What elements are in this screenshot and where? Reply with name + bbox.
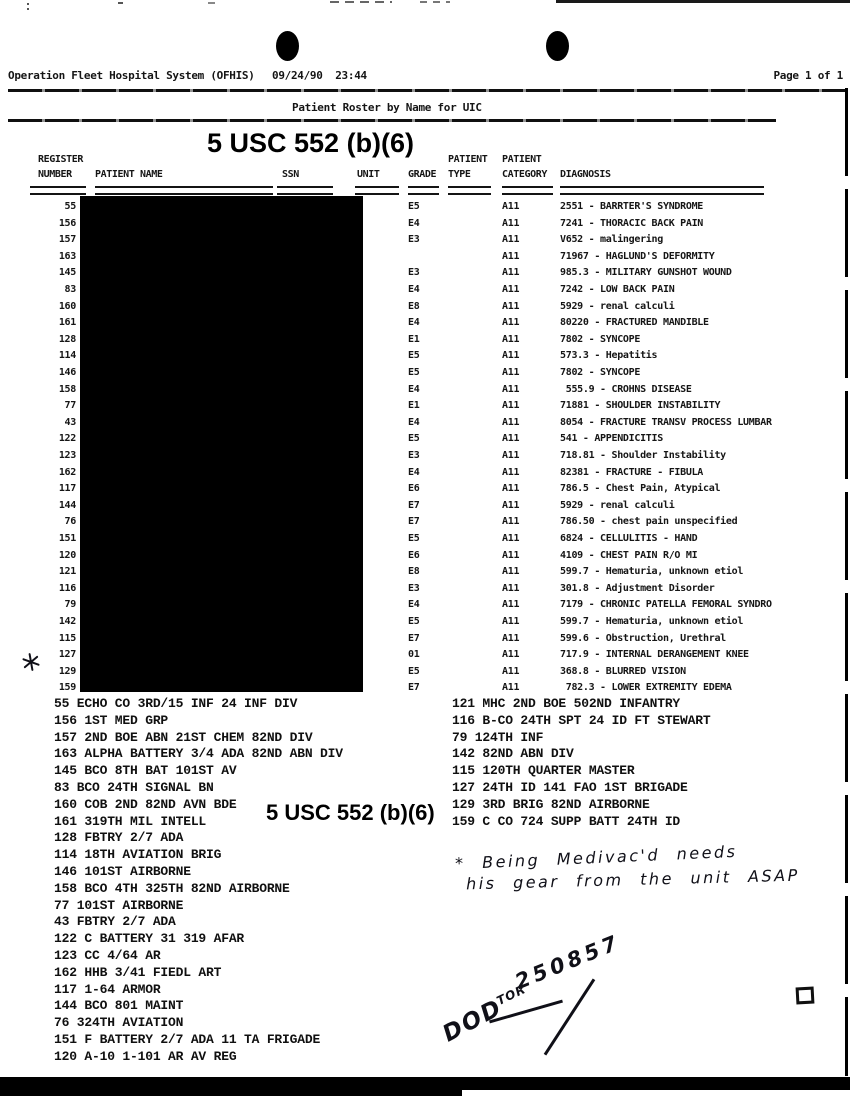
col-header-patient-name: PATIENT NAME [95, 169, 163, 180]
grade-cell: E5 [408, 616, 420, 627]
patient-category-cell: A11 [502, 267, 520, 279]
patient-category-cell: A11 [502, 516, 520, 528]
col-underline [277, 186, 333, 195]
handwritten-slash-stroke [544, 978, 596, 1055]
unit-list-item: 79 124TH INF [452, 729, 544, 745]
scan-bottom-bar-extension [0, 1089, 462, 1096]
table-row [0, 367, 850, 384]
report-datetime: 09/24/90 23:44 [272, 69, 367, 82]
grade-cell: E4 [408, 599, 420, 611]
table-row [0, 516, 850, 533]
table-row [0, 234, 850, 251]
diagnosis-cell: 7802 - SYNCOPE [560, 333, 641, 345]
table-row [0, 218, 850, 235]
table-row [0, 433, 850, 450]
handwritten-note-line1: * Being Medivac'd needs [454, 841, 738, 874]
patient-category-cell: A11 [502, 566, 520, 578]
col-header-ssn: SSN [282, 169, 299, 180]
register-number-cell: 129 [58, 665, 76, 677]
col-underline [502, 186, 553, 195]
scan-edge-line [845, 88, 848, 1076]
register-number-cell: 163 [58, 250, 76, 262]
patient-category-cell: A11 [502, 416, 520, 428]
register-number-cell: 151 [58, 533, 76, 544]
page-indicator: Page 1 of 1 [773, 69, 843, 82]
register-number-cell: 145 [58, 267, 76, 279]
grade-cell: E4 [408, 383, 420, 395]
scan-artifact-line [556, 0, 850, 3]
diagnosis-cell: 7179 - CHRONIC PATELLA FEMORAL SYNDRO [560, 599, 772, 611]
scan-artifact-speck [27, 3, 29, 10]
handwritten-asterisk-icon [22, 654, 40, 670]
grade-cell: E5 [408, 367, 420, 378]
register-number-cell: 162 [58, 466, 76, 478]
diagnosis-cell: 718.81 - Shoulder Instability [560, 450, 726, 461]
col-header-patient-category-line1: PATIENT [502, 154, 542, 165]
register-number-cell: 121 [58, 566, 76, 578]
unit-list-item: 144 BCO 801 MAINT [54, 998, 184, 1014]
col-header-register-line1: REGISTER [38, 154, 83, 165]
unit-list-item: 123 CC 4/64 AR [54, 948, 161, 963]
grade-cell: E4 [408, 466, 420, 478]
table-row [0, 334, 850, 351]
patient-category-cell: A11 [502, 433, 520, 445]
unit-list-item: 156 1ST MED GRP [54, 712, 169, 728]
patient-category-cell: A11 [502, 499, 520, 511]
diagnosis-cell: 71881 - SHOULDER INSTABILITY [560, 400, 721, 412]
grade-cell: E4 [408, 284, 420, 295]
diagnosis-cell: 5929 - renal calculi [560, 499, 675, 511]
table-row [0, 500, 850, 517]
patient-category-cell: A11 [502, 383, 520, 395]
patient-category-cell: A11 [502, 616, 520, 627]
patient-category-cell: A11 [502, 367, 520, 378]
foia-exemption-stamp: 5 USC 552 (b)(6) [266, 800, 435, 825]
col-underline [355, 186, 399, 195]
unit-list-item: 161 319TH MIL INTELL [54, 813, 207, 829]
handwritten-tor: TOR [494, 981, 529, 1009]
grade-cell: E4 [408, 416, 420, 428]
grade-cell: E1 [408, 333, 420, 345]
patient-category-cell: A11 [502, 300, 520, 312]
diagnosis-cell: 5929 - renal calculi [560, 300, 675, 312]
patient-category-cell: A11 [502, 649, 520, 661]
unit-list-item: 162 HHB 3/41 FIEDL ART [54, 964, 222, 980]
grade-cell: E3 [408, 267, 420, 279]
register-number-cell: 114 [58, 350, 76, 362]
register-number-cell: 55 [64, 201, 76, 212]
scan-artifact-dash [330, 1, 392, 3]
patient-category-cell: A11 [502, 350, 520, 362]
patient-category-cell: A11 [502, 483, 520, 495]
unit-list-item: 114 18TH AVIATION BRIG [54, 847, 222, 863]
patient-category-cell: A11 [502, 284, 520, 295]
col-underline [95, 186, 273, 195]
scan-artifact-dash [208, 2, 215, 4]
divider [8, 119, 776, 122]
diagnosis-cell: 599.6 - Obstruction, Urethral [560, 632, 726, 644]
table-row [0, 616, 850, 633]
table-row [0, 550, 850, 567]
patient-category-cell: A11 [502, 250, 520, 262]
register-number-cell: 160 [58, 300, 76, 312]
report-title: Patient Roster by Name for UIC [292, 101, 482, 114]
table-row [0, 284, 850, 301]
diagnosis-cell: 573.3 - Hepatitis [560, 350, 658, 362]
hole-punch-icon [546, 31, 569, 61]
patient-category-cell: A11 [502, 234, 520, 246]
diagnosis-cell: 8054 - FRACTURE TRANSV PROCESS LUMBAR [560, 416, 772, 428]
table-row [0, 384, 850, 401]
grade-cell: E6 [408, 549, 420, 561]
diagnosis-cell: V652 - malingering [560, 234, 663, 246]
table-row [0, 566, 850, 583]
table-row [0, 251, 850, 268]
grade-cell: E8 [408, 300, 420, 312]
unit-list-item: 159 C CO 724 SUPP BATT 24TH ID [452, 813, 681, 829]
divider [8, 89, 846, 92]
patient-category-cell: A11 [502, 201, 520, 212]
register-number-cell: 76 [64, 516, 76, 528]
unit-list-item: 122 C BATTERY 31 319 AFAR [54, 931, 245, 947]
register-number-cell: 157 [58, 234, 76, 246]
unit-list-item: 142 82ND ABN DIV [452, 746, 574, 762]
grade-cell: E3 [408, 582, 420, 594]
table-row [0, 649, 850, 666]
grade-cell: E7 [408, 516, 420, 528]
col-underline [408, 186, 439, 195]
table-row [0, 633, 850, 650]
unit-list-item: 129 3RD BRIG 82ND AIRBORNE [452, 796, 650, 812]
table-row [0, 483, 850, 500]
unit-list-item: 163 ALPHA BATTERY 3/4 ADA 82ND ABN DIV [54, 746, 343, 762]
register-number-cell: 83 [64, 284, 76, 295]
patient-category-cell: A11 [502, 450, 520, 461]
col-header-patient-category-line2: CATEGORY [502, 169, 547, 180]
handwritten-dod: DOD [438, 994, 508, 1048]
grade-cell: E8 [408, 566, 420, 578]
register-number-cell: 43 [64, 416, 76, 428]
diagnosis-cell: 6824 - CELLULITIS - HAND [560, 533, 698, 544]
register-number-cell: 142 [58, 616, 76, 627]
col-header-unit: UNIT [357, 169, 380, 180]
register-number-cell: 77 [64, 400, 76, 412]
grade-cell: E4 [408, 217, 420, 229]
diagnosis-cell: 7802 - SYNCOPE [560, 367, 641, 378]
table-row [0, 267, 850, 284]
unit-list-item: 128 FBTRY 2/7 ADA [54, 830, 184, 846]
table-row [0, 400, 850, 417]
unit-list-item: 83 BCO 24TH SIGNAL BN [54, 780, 214, 795]
diagnosis-cell: 985.3 - MILITARY GUNSHOT WOUND [560, 267, 732, 279]
unit-list-item: 117 1-64 ARMOR [54, 981, 161, 997]
system-title: Operation Fleet Hospital System (OFHIS) [8, 69, 255, 82]
unit-list-item: 158 BCO 4TH 325TH 82ND AIRBORNE [54, 880, 290, 896]
grade-cell: E1 [408, 400, 420, 412]
handwritten-dtg: 250857 [511, 929, 625, 995]
diagnosis-cell: 782.3 - LOWER EXTREMITY EDEMA [560, 682, 732, 694]
register-number-cell: 161 [58, 317, 76, 329]
unit-list-item: 55 ECHO CO 3RD/15 INF 24 INF DIV [54, 696, 298, 711]
col-header-patient-type-line2: TYPE [448, 169, 471, 180]
diagnosis-cell: 599.7 - Hematuria, unknown etiol [560, 566, 744, 578]
handwritten-checkbox-square [796, 987, 815, 1005]
grade-cell: E4 [408, 317, 420, 329]
scan-artifact-dash [420, 1, 450, 3]
unit-list-item: 116 B-CO 24TH SPT 24 ID FT STEWART [452, 712, 711, 728]
scan-artifact-dash [118, 2, 123, 4]
diagnosis-cell: 786.5 - Chest Pain, Atypical [560, 483, 721, 495]
table-row [0, 301, 850, 318]
grade-cell: E5 [408, 350, 420, 362]
foia-exemption-stamp: 5 USC 552 (b)(6) [207, 128, 415, 158]
patient-category-cell: A11 [502, 466, 520, 478]
register-number-cell: 128 [58, 333, 76, 345]
patient-category-cell: A11 [502, 400, 520, 412]
grade-cell: E7 [408, 682, 420, 694]
table-row [0, 599, 850, 616]
table-row [0, 583, 850, 600]
grade-cell: E5 [408, 433, 420, 445]
unit-list-item: 151 F BATTERY 2/7 ADA 11 TA FRIGADE [54, 1032, 321, 1047]
patient-category-cell: A11 [502, 549, 520, 561]
diagnosis-cell: 80220 - FRACTURED MANDIBLE [560, 317, 709, 329]
register-number-cell: 122 [58, 433, 76, 445]
register-number-cell: 156 [58, 217, 76, 229]
grade-cell: 01 [408, 649, 420, 661]
col-header-diagnosis: DIAGNOSIS [560, 169, 611, 180]
diagnosis-cell: 301.8 - Adjustment Disorder [560, 582, 715, 594]
unit-list-item: 145 BCO 8TH BAT 101ST AV [54, 763, 237, 779]
register-number-cell: 79 [64, 599, 76, 611]
table-row [0, 450, 850, 467]
col-underline [560, 186, 764, 195]
register-number-cell: 158 [58, 383, 76, 395]
table-row [0, 350, 850, 367]
diagnosis-cell: 541 - APPENDICITIS [560, 433, 663, 445]
register-number-cell: 115 [58, 632, 76, 644]
register-number-cell: 116 [58, 582, 76, 594]
diagnosis-cell: 599.7 - Hematuria, unknown etiol [560, 616, 744, 627]
handwritten-note-line2: his gear from the unit ASAP [465, 865, 800, 894]
register-number-cell: 120 [58, 549, 76, 561]
diagnosis-cell: 786.50 - chest pain unspecified [560, 516, 738, 528]
patient-category-cell: A11 [502, 665, 520, 677]
grade-cell: E5 [408, 533, 420, 544]
col-header-grade: GRADE [408, 169, 437, 180]
patient-category-cell: A11 [502, 533, 520, 544]
patient-category-cell: A11 [502, 217, 520, 229]
grade-cell: E7 [408, 632, 420, 644]
patient-category-cell: A11 [502, 632, 520, 644]
grade-cell: E5 [408, 201, 420, 212]
diagnosis-cell: 7241 - THORACIC BACK PAIN [560, 217, 704, 229]
col-header-register-line2: NUMBER [38, 169, 72, 180]
table-row [0, 467, 850, 484]
grade-cell: E6 [408, 483, 420, 495]
diagnosis-cell: 71967 - HAGLUND'S DEFORMITY [560, 250, 715, 262]
diagnosis-cell: 368.8 - BLURRED VISION [560, 665, 686, 677]
unit-list-item: 120 A-10 1-101 AR AV REG [54, 1048, 237, 1064]
unit-list-item: 43 FBTRY 2/7 ADA [54, 914, 176, 930]
unit-list-item: 127 24TH ID 141 FAO 1ST BRIGADE [452, 780, 688, 795]
table-row [0, 666, 850, 683]
unit-list-item: 157 2ND BOE ABN 21ST CHEM 82ND DIV [54, 729, 313, 745]
diagnosis-cell: 2551 - BARRTER'S SYNDROME [560, 201, 704, 212]
col-header-patient-type-line1: PATIENT [448, 154, 488, 165]
diagnosis-cell: 82381 - FRACTURE - FIBULA [560, 466, 704, 478]
register-number-cell: 144 [58, 499, 76, 511]
unit-list-item: 77 101ST AIRBORNE [54, 897, 184, 913]
unit-list-item: 115 120TH QUARTER MASTER [452, 763, 635, 779]
col-underline [448, 186, 491, 195]
diagnosis-cell: 7242 - LOW BACK PAIN [560, 284, 675, 295]
register-number-cell: 117 [58, 483, 76, 495]
diagnosis-cell: 4109 - CHEST PAIN R/O MI [560, 549, 698, 561]
col-underline [30, 186, 86, 195]
grade-cell: E5 [408, 665, 420, 677]
grade-cell: E3 [408, 450, 420, 461]
hole-punch-icon [276, 31, 299, 61]
register-number-cell: 159 [58, 682, 76, 694]
register-number-cell: 127 [58, 649, 76, 661]
patient-category-cell: A11 [502, 582, 520, 594]
grade-cell: E7 [408, 499, 420, 511]
table-row [0, 201, 850, 218]
register-number-cell: 146 [58, 367, 76, 378]
diagnosis-cell: 717.9 - INTERNAL DERANGEMENT KNEE [560, 649, 749, 661]
table-row [0, 417, 850, 434]
register-number-cell: 123 [58, 450, 76, 461]
table-row [0, 533, 850, 550]
table-row [0, 317, 850, 334]
patient-category-cell: A11 [502, 682, 520, 694]
unit-list-item: 146 101ST AIRBORNE [54, 864, 191, 879]
patient-category-cell: A11 [502, 317, 520, 329]
patient-category-cell: A11 [502, 333, 520, 345]
patient-category-cell: A11 [502, 599, 520, 611]
unit-list-item: 121 MHC 2ND BOE 502ND INFANTRY [452, 696, 681, 711]
unit-list-item: 76 324TH AVIATION [54, 1015, 184, 1031]
unit-list-item: 160 COB 2ND 82ND AVN BDE [54, 796, 237, 812]
grade-cell: E3 [408, 234, 420, 246]
diagnosis-cell: 555.9 - CROHNS DISEASE [560, 383, 692, 395]
